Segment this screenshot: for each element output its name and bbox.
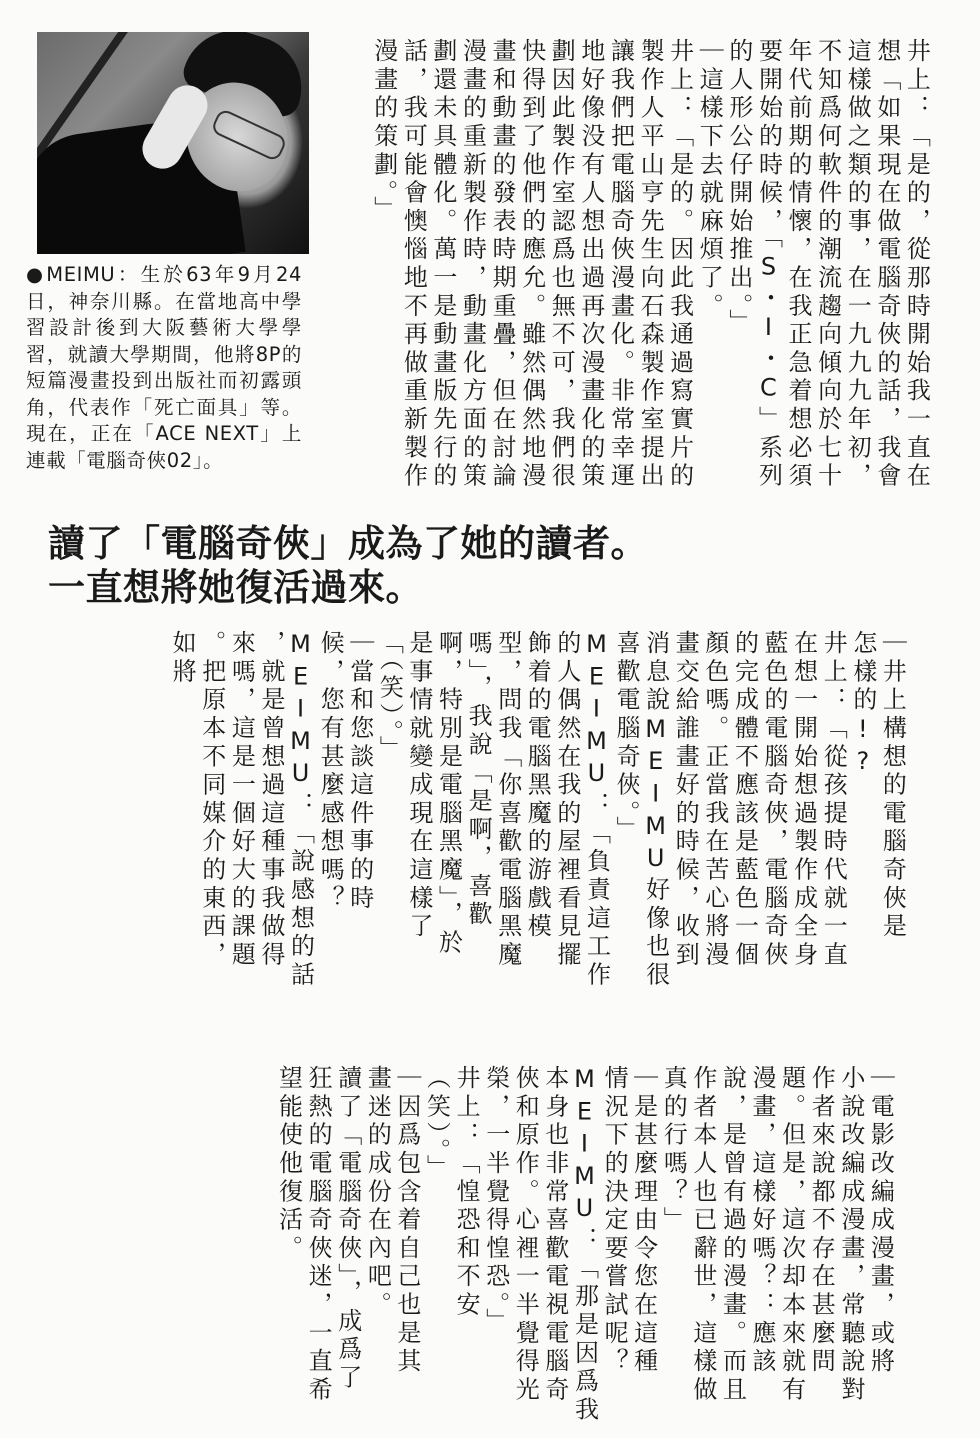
text-column: 說，是曾有過的漫畫。而且 bbox=[718, 1065, 747, 1405]
text-column: 嗎」，我說「是啊，喜歡 bbox=[464, 630, 493, 930]
text-column: 候，您有甚麼感想嗎？ bbox=[316, 630, 345, 913]
text-column: 啊，特別是電腦黑魔」，於 bbox=[434, 630, 463, 958]
headline-line-1: 讀了「電腦奇俠」成為了她的讀者。 bbox=[48, 523, 648, 564]
headline bbox=[48, 522, 648, 610]
text-column: 不知爲何軟件的潮流趨向傾向於七十 bbox=[813, 38, 842, 491]
text-column: 是事情就變成現在這樣了 bbox=[404, 630, 433, 942]
text-column: 要開始的時候，「S・I・C」系列 bbox=[754, 38, 783, 491]
text-column: 讀了「電腦奇俠」，成爲了 bbox=[333, 1065, 362, 1393]
text-column: 型，問我「你喜歡電腦黑魔 bbox=[493, 630, 522, 970]
text-column: 顏色嗎。正當我在苦心將漫 bbox=[700, 630, 729, 970]
text-column: 消息說MEIMU好像也很 bbox=[641, 630, 670, 990]
portrait-photo bbox=[37, 32, 309, 254]
text-column: 畫和動畫的發表時期重疊，但在討論 bbox=[488, 38, 517, 491]
text-column: ｜這樣下去就麻煩了。 bbox=[695, 38, 724, 321]
text-column: 讓我們把電腦奇俠漫畫化。非常幸運 bbox=[606, 38, 635, 491]
text-column: 作者來說都不存在甚麼問 bbox=[807, 1065, 836, 1377]
text-column: 狂熱的電腦奇俠迷，一直希 bbox=[304, 1065, 333, 1405]
text-column: 劃因此製作室認爲也無不可，我們很 bbox=[547, 38, 576, 491]
article-section-2 bbox=[167, 630, 936, 990]
text-column: 作者本人也已辭世，這樣做 bbox=[688, 1065, 717, 1405]
text-column: 這樣做之類的事，在一九九九年初， bbox=[843, 38, 872, 491]
text-column: 的人偶然在我的屋裡看見擺 bbox=[552, 630, 581, 970]
text-column: ，就是曾想過這種事我做得 bbox=[256, 630, 285, 970]
text-column: 怎樣的!? bbox=[848, 630, 877, 780]
text-column: 榮，一半覺得惶恐。」 bbox=[481, 1065, 510, 1336]
text-column: 飾着的電腦黑魔的游戲模 bbox=[523, 630, 552, 942]
text-column: 話，我可能會懊惱地不再做重新製作 bbox=[399, 38, 428, 491]
text-column: 漫畫的策劃。」 bbox=[369, 38, 398, 225]
article-section-1 bbox=[368, 38, 960, 508]
text-column: 。把原本不同媒介的東西， bbox=[197, 630, 226, 970]
text-column: 井上：「是的，從那時開始我一直在 bbox=[902, 38, 931, 491]
text-column: 畫迷的成份在內吧。 bbox=[363, 1065, 392, 1320]
text-column: 情況下的決定要嘗試呢？ bbox=[600, 1065, 629, 1377]
text-column: 井上：「惶恐和不安 bbox=[452, 1065, 481, 1320]
text-column: 漫畫的重新製作時，動畫化方面的策 bbox=[458, 38, 487, 491]
text-column: 的人形公仔開始推出。」 bbox=[724, 38, 753, 338]
text-column: 井上：「從孩提時代就一直 bbox=[819, 630, 848, 970]
text-column: 本身也非常喜歡電視電腦奇 bbox=[540, 1065, 569, 1405]
text-column: 「（笑）。」 bbox=[375, 630, 404, 764]
text-column: MEIMU：「說感想的話 bbox=[286, 630, 315, 990]
text-column: 望能使他復活。 bbox=[274, 1065, 303, 1264]
text-column: MEIMU：「那是因爲我 bbox=[570, 1065, 599, 1425]
bullet-icon: ● bbox=[26, 263, 47, 286]
text-column: 題。但是，這次却本來就有 bbox=[777, 1065, 806, 1405]
photo-caption bbox=[26, 262, 302, 474]
caption-text: MEIMU：生於63年9月24日，神奈川縣。在當地高中學習設計後到大阪藝術大學學習，就讀大學期間，他將8P的短篇漫畫投到出版社而初露頭角，代表作「死亡面具」等。現在，正在「ACE NEXT」上連載「電腦奇俠02」。 bbox=[26, 263, 302, 472]
text-column: ｜因爲包含着自己也是其 bbox=[392, 1065, 421, 1377]
text-column: 漫畫，這樣好嗎？：應該 bbox=[748, 1065, 777, 1377]
text-column: 喜歡電腦奇俠。」 bbox=[612, 630, 641, 845]
text-column: 製作人平山亨先生向石森製作室提出 bbox=[636, 38, 665, 491]
text-column: ｜井上構想的電腦奇俠是 bbox=[878, 630, 907, 942]
text-column: 俠和原作。心裡一半覺得光 bbox=[511, 1065, 540, 1405]
text-column: 井上：「是的。因此我通過寫實片的 bbox=[665, 38, 694, 491]
article-section-3 bbox=[273, 1065, 924, 1425]
text-column: 如將 bbox=[168, 630, 197, 687]
text-column: ｜當和您談這件事的時 bbox=[345, 630, 374, 913]
headline-line-2: 一直想將她復活過來。 bbox=[48, 567, 423, 608]
text-column: 在想一開始想過製作成全身 bbox=[789, 630, 818, 970]
text-column: 快得到了他們的應允。雖然偶然地漫 bbox=[517, 38, 546, 491]
text-column: MEIMU：「負責這工作 bbox=[582, 630, 611, 990]
text-column: ｜電影改編成漫畫，或將 bbox=[866, 1065, 895, 1377]
text-column: （笑）。」 bbox=[422, 1065, 451, 1183]
text-column: 小說改編成漫畫，常聽說對 bbox=[836, 1065, 865, 1405]
text-column: ｜是甚麼理由令您在這種 bbox=[629, 1065, 658, 1377]
text-column: 想「如果現在做電腦奇俠的話，我會 bbox=[872, 38, 901, 491]
text-column: 畫交給誰畫好的時候，收到 bbox=[671, 630, 700, 970]
text-column: 藍色的電腦奇俠，電腦奇俠 bbox=[760, 630, 789, 970]
text-column: 地好像没有人想出過再次漫畫化的策 bbox=[576, 38, 605, 491]
text-column: 來嗎，這是一個好大的課題 bbox=[227, 630, 256, 970]
text-column: 年代前期的情懷，在我正急着想必須 bbox=[784, 38, 813, 491]
text-column: 劃還未具體化。萬一是動畫版先行的 bbox=[428, 38, 457, 491]
text-column: 真的行嗎？」 bbox=[659, 1065, 688, 1235]
text-column: 的完成體不應該是藍色一個 bbox=[730, 630, 759, 970]
